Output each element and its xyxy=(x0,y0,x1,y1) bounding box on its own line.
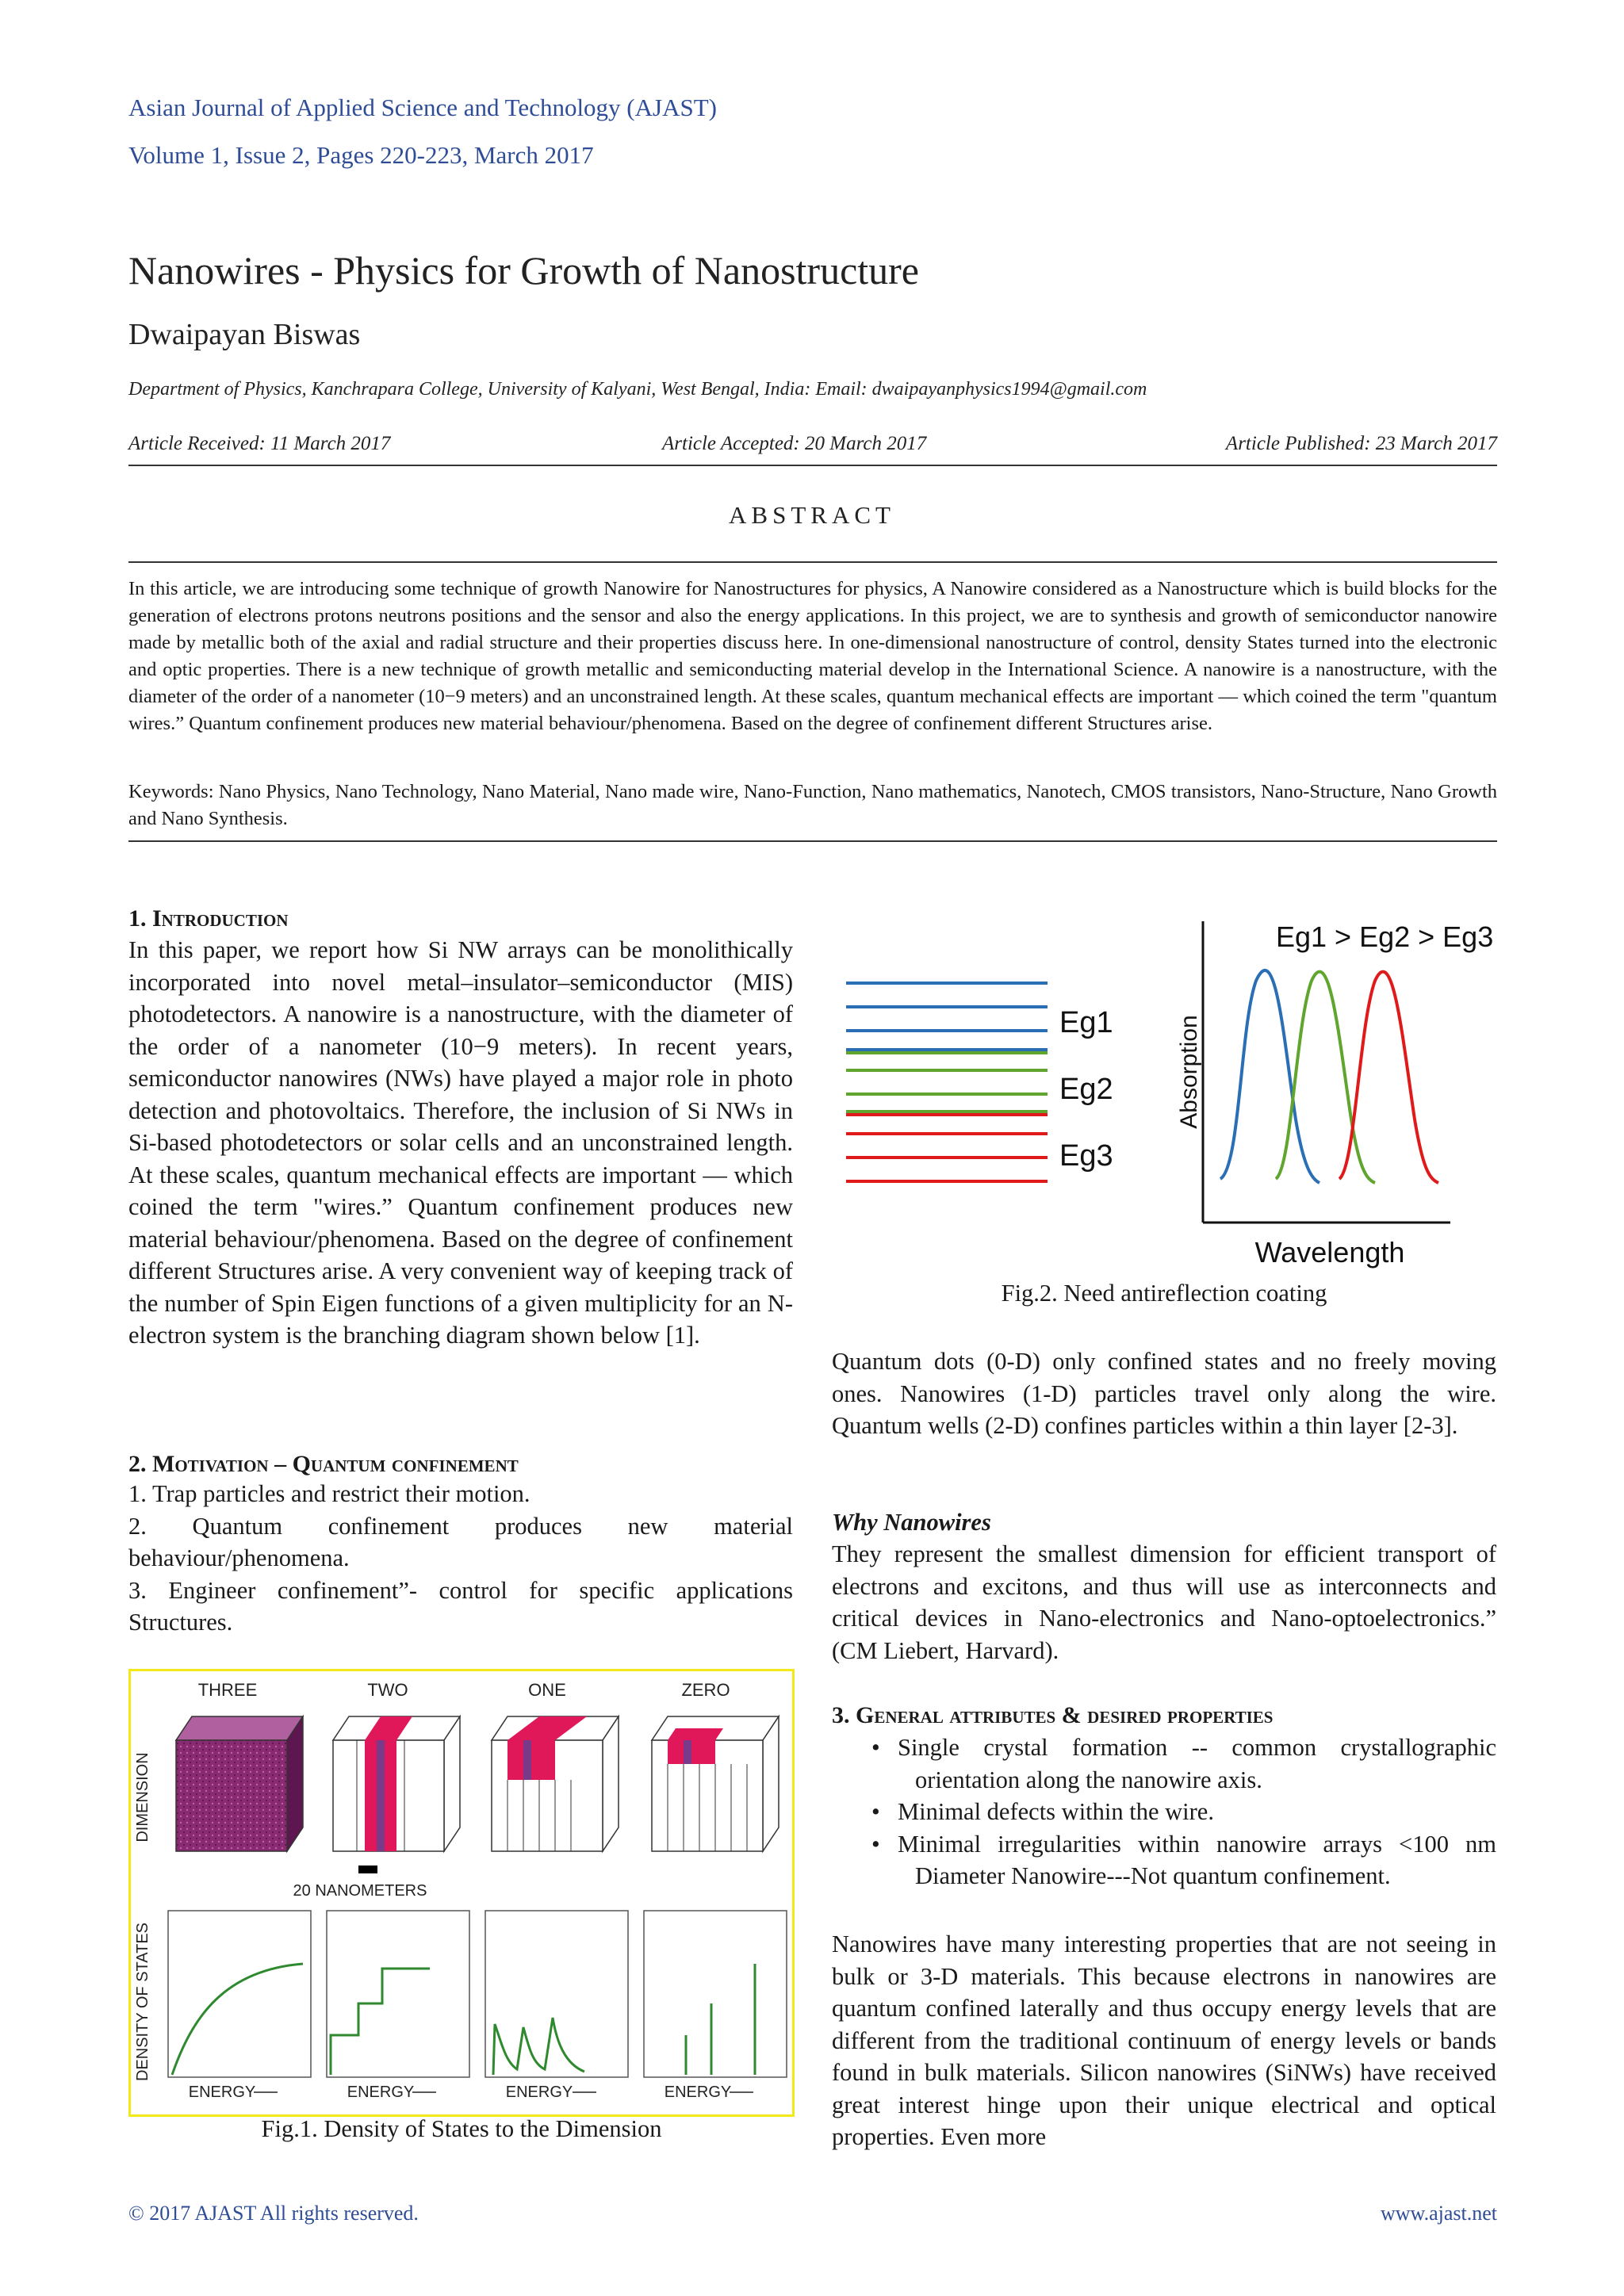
keywords: Keywords: Nano Physics, Nano Technology, Nano Material, Nano made wire, Nano-Function, Nano mathematics, Nanotech, CMOS transistors, Nano-Structure, Nano Growth and Nano Synthesis. xyxy=(128,781,1497,829)
section-number: 2. xyxy=(128,1451,152,1477)
col-label-two: TWO xyxy=(367,1680,408,1700)
section-heading-introduction xyxy=(128,902,793,936)
wavelength-axis-label: Wavelength xyxy=(1254,1236,1405,1269)
author-affiliation: Department of Physics, Kanchrapara College, University of Kalyani, West Bengal, India: Email: dwaipayanphysics1994@gmail.com xyxy=(128,379,1147,400)
list-item: • Single crystal formation -- common crystallographic orientation along the nanowire axis. xyxy=(832,1732,1496,1796)
col-label-zero: ZERO xyxy=(681,1680,730,1700)
energy-label: ENERGY xyxy=(188,2084,256,2101)
motivation-list xyxy=(128,1478,793,1639)
section-title: General attributes & desired properties xyxy=(856,1702,1274,1728)
properties-paragraph: Nanowires have many interesting properties that are not seeing in bulk or 3-D materials. This because electrons in nanowires are quantum confined laterally and thus occupy energy levels that are different from the traditional continuum of energy levels or bands found in bulk materials. Silicon nanowires (SiNWs) have received great interest hinge upon their unique electrical and optical properties. Even more xyxy=(832,1931,1496,2150)
col-label-one: ONE xyxy=(528,1680,566,1700)
abstract-text: In this article, we are introducing some technique of growth Nanowire for Nanostructures for physics, A Nanowire considered as a Nanostructure which is build blocks for the generation of electrons protons neutrons positions and the sensor and also the energy applications. In this project, we are to synthesis and growth of semiconductor nanowire made by metallic both of the axial and radial structure and their properties discuss here. In one-dimensional nanostructure of control, density States turned into the electronic and optic properties. There is a new technique of growth metallic and semiconducting material develop in the International Science. A nanowire is a nanostructure, with the diameter of the order of a nanometer (10−9 meters) and an unconstrained length. At these scales, quantum mechanical effects are important — which coined the term "quantum wires.” Quantum confinement produces new material behaviour/phenomena. Based on the degree of confinement different Structures arise. xyxy=(128,578,1497,734)
energy-label: ENERGY xyxy=(505,2084,573,2101)
eg1-label: Eg1 xyxy=(1059,1006,1113,1039)
list-item: • Minimal defects within the wire. xyxy=(832,1796,1496,1828)
absorption-axis-label: Absorption xyxy=(1176,1015,1202,1129)
journal-issue: Volume 1, Issue 2, Pages 220-223, March 2017 xyxy=(128,141,594,169)
abstract-heading: ABSTRACT xyxy=(729,501,895,529)
article-title: Nanowires - Physics for Growth of Nanostructure xyxy=(128,248,919,293)
dimension-axis-label: DIMENSION xyxy=(134,1752,151,1843)
scale-label: 20 NANOMETERS xyxy=(293,1882,427,1900)
copyright-notice: © 2017 AJAST All rights reserved. xyxy=(128,2202,419,2225)
section-number: 1. xyxy=(128,905,152,932)
block-one-dimension xyxy=(492,1716,619,1851)
figure-1-caption: Fig.1. Density of States to the Dimension xyxy=(261,2115,662,2142)
figure-density-of-states xyxy=(128,1669,795,2117)
figure-2-caption: Fig.2. Need antireflection coating xyxy=(1001,1280,1327,1307)
author-name: Dwaipayan Biswas xyxy=(128,318,361,351)
block-three-dimension xyxy=(176,1716,303,1851)
scale-bar xyxy=(358,1866,377,1873)
dos-axis-label: DENSITY OF STATES xyxy=(134,1922,151,2082)
section-heading-motivation xyxy=(128,1448,793,1481)
why-nanowires-paragraph: They represent the smallest dimension for efficient transport of electrons and excitons, and thus will use as interconnects and critical devices in Nano-electronics and Nano-optoelectronics.” (CM Liebert, Harvard). xyxy=(832,1540,1496,1664)
eg2-label: Eg2 xyxy=(1059,1073,1113,1106)
energy-label: ENERGY xyxy=(347,2084,415,2101)
list-item: 3. Engineer confinement”- control for specific applications Structures. xyxy=(128,1576,793,1636)
section-title: Introduction xyxy=(152,905,289,932)
figure-absorption xyxy=(832,905,1496,1278)
list-item: 2. Quantum confinement produces new material behaviour/phenomena. xyxy=(128,1512,793,1571)
section-heading-general-attributes xyxy=(832,1699,1496,1732)
block-zero-dimension xyxy=(652,1716,779,1851)
journal-name: Asian Journal of Applied Science and Technology (AJAST) xyxy=(128,94,717,121)
energy-level-lines xyxy=(846,983,1048,1181)
section-number: 3. xyxy=(832,1702,856,1728)
divider-rule xyxy=(128,465,1497,466)
divider-rule xyxy=(128,840,1497,842)
eg3-label: Eg3 xyxy=(1059,1139,1113,1173)
block-two-dimension xyxy=(333,1716,460,1851)
bandgap-order-title: Eg1 > Eg2 > Eg3 xyxy=(1276,920,1494,953)
why-nanowires-heading: Why Nanowires xyxy=(832,1509,991,1536)
website-link[interactable]: www.ajast.net xyxy=(1380,2202,1497,2225)
quantum-dimension-paragraph: Quantum dots (0-D) only confined states and no freely moving ones. Nanowires (1-D) particles travel only along the wire. Quantum wells (2-D) confines particles within a thin layer [2-3]. xyxy=(832,1348,1496,1439)
list-item: • Minimal irregularities within nanowire arrays <100 nm Diameter Nanowire---Not quantum confinement. xyxy=(832,1828,1496,1892)
absorption-curve-red xyxy=(1339,972,1438,1183)
date-accepted: Article Accepted: 20 March 2017 xyxy=(662,433,927,454)
list-item: 1. Trap particles and restrict their motion. xyxy=(128,1480,530,1507)
col-label-three: THREE xyxy=(197,1680,258,1700)
divider-rule xyxy=(128,561,1497,563)
introduction-paragraph: In this paper, we report how Si NW arrays can be monolithically incorporated into novel metal–insulator–semiconductor (MIS) photodetectors. A nanowire is a nanostructure, with the diameter of the order of a nanometer (10−9 meters). In recent years, semiconductor nanowires (NWs) have played a major role in photo detection and photovoltaics. Therefore, the inclusion of Si NWs in Si-based photodetectors or solar cells and an unconstrained length. At these scales, quantum mechanical effects are important — which coined the term "wires.” Quantum confinement produces new material behaviour/phenomena. Based on the degree of confinement different Structures arise. A very convenient way of keeping track of the number of Spin Eigen functions of a given multiplicity for an N-electron system is the branching diagram shown below [1]. xyxy=(128,936,793,1349)
section-title: Motivation – Quantum confinement xyxy=(152,1451,519,1477)
energy-label: ENERGY xyxy=(664,2084,732,2101)
attributes-list xyxy=(832,1732,1496,1892)
date-received: Article Received: 11 March 2017 xyxy=(128,433,391,454)
date-published: Article Published: 23 March 2017 xyxy=(1225,433,1497,454)
